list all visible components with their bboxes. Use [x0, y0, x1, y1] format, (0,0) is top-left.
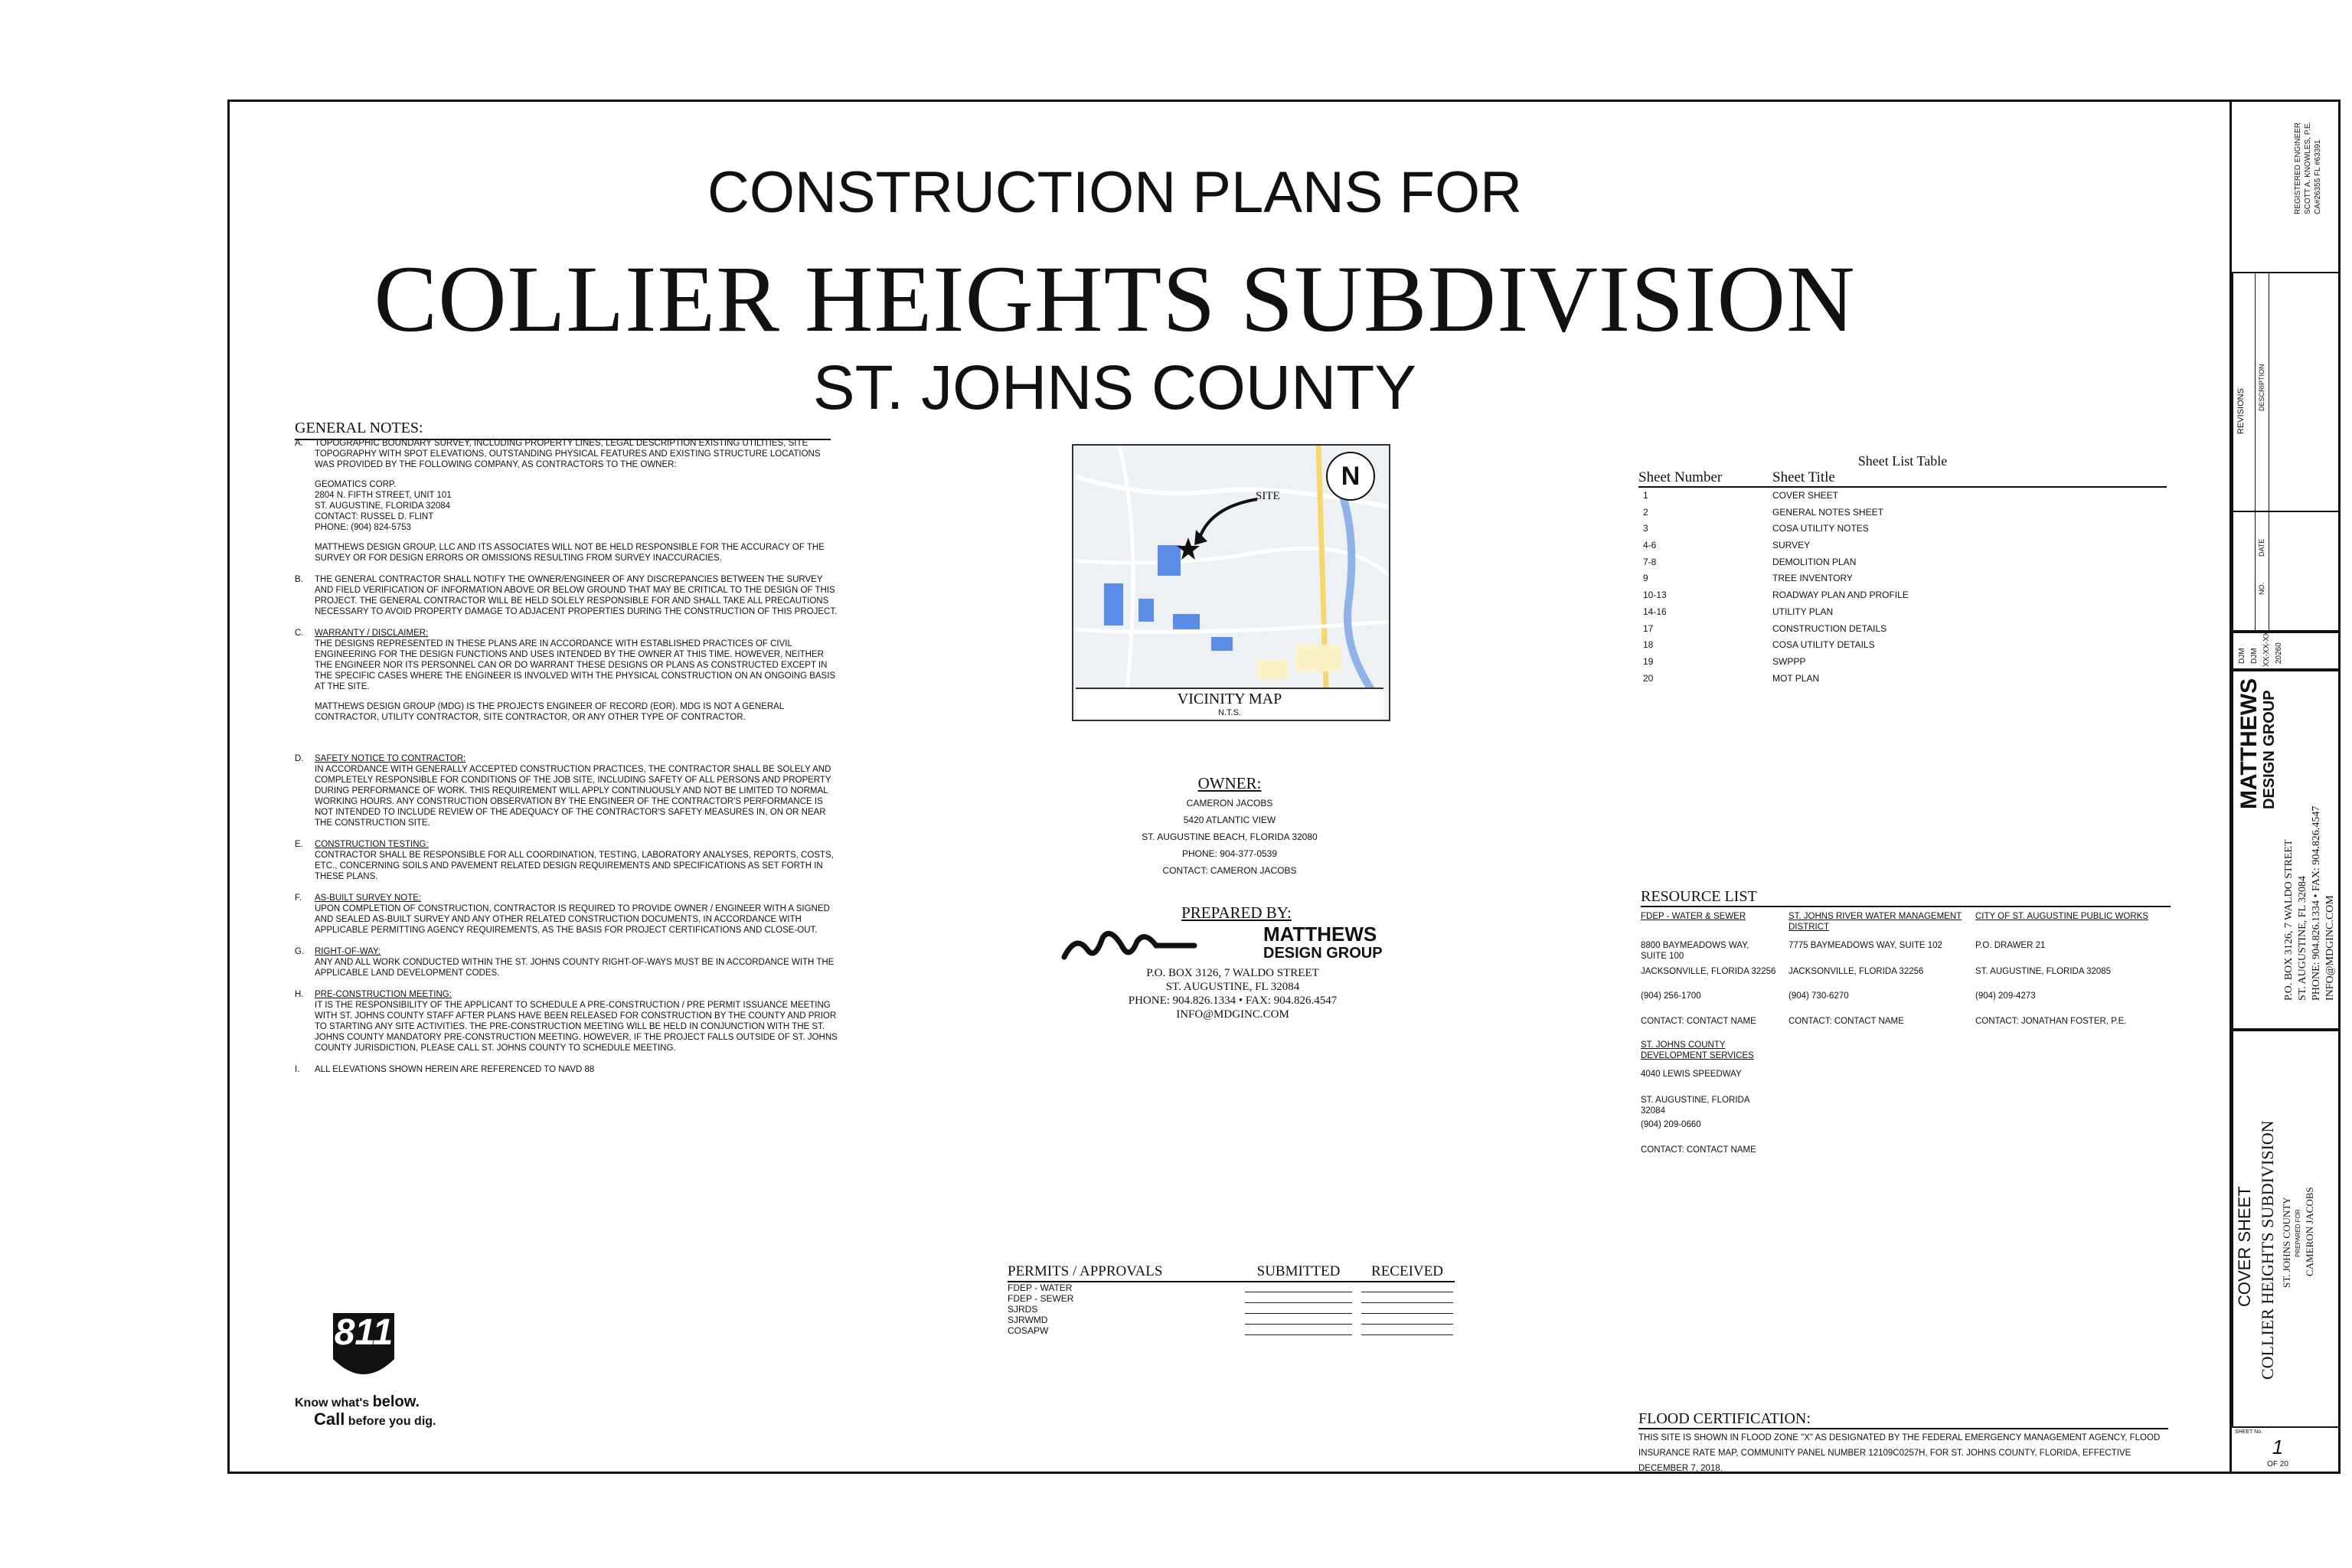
prepared-by-heading: PREPARED BY: [1181, 903, 1292, 922]
sheet-no-label: SHEET No. [2235, 1429, 2263, 1435]
general-note-heading: WARRANTY / DISCLAIMER: [315, 629, 429, 638]
sheet-list-row [1638, 521, 2167, 537]
resource-address2: ST. AUGUSTINE, FLORIDA 32085 [1975, 967, 2112, 976]
resource-address1: 8800 BAYMEADOWS WAY, SUITE 100 [1641, 941, 1749, 961]
sheet-list-row [1638, 505, 2167, 521]
sheet-title-cell: ROADWAY PLAN AND PROFILE [1772, 590, 1909, 601]
sheet-title-cell: SWPPP [1772, 655, 1806, 667]
sheet-title-cell: COSA UTILITY DETAILS [1772, 639, 1875, 651]
flood-certification-text: THIS SITE IS SHOWN IN FLOOD ZONE "X" AS DESIGNATED BY THE FEDERAL EMERGENCY MANAGEMENT AGENCY, FLOOD INSURANCE RATE MAP, COMMUNITY PANEL NUMBER 12109C0257H, FOR ST. JOHNS COUNTY, FLORIDA, EFFECTIVE DECEMBER 7, 2018. [1638, 1433, 2161, 1473]
general-note-letter: I. [295, 1065, 300, 1074]
sheet-list-rows [1638, 488, 2167, 687]
permits-col-received: RECEIVED [1371, 1263, 1443, 1279]
owner-line: CONTACT: CAMERON JACOBS [1162, 865, 1297, 876]
sheet-info-block [2232, 1030, 2341, 1428]
tb-sheet-name: COVER SHEET [2235, 1186, 2254, 1307]
resource-contact: CONTACT: CONTACT NAME [1641, 1017, 1756, 1026]
sheet-number-block [2232, 1428, 2341, 1474]
info-block [2232, 631, 2341, 1030]
resource-contact: CONTACT: CONTACT NAME [1641, 1145, 1756, 1155]
sheet-number-cell: 17 [1643, 622, 1654, 634]
sheet-title-cell: TREE INVENTORY [1772, 573, 1853, 584]
resource-list-title: RESOURCE LIST [1641, 888, 2171, 907]
general-note-heading: SAFETY NOTICE TO CONTRACTOR: [315, 754, 466, 763]
project-title: COLLIER HEIGHTS SUBDIVISION [374, 247, 1856, 351]
general-note-item [295, 989, 838, 1054]
sheet-number-cell: 19 [1643, 655, 1654, 667]
sheet-number: 1 [2272, 1436, 2284, 1459]
description-label: DESCRIPTION [2258, 364, 2265, 411]
tb-prepared-for: PREPARED FOR [2295, 1209, 2301, 1257]
permit-row [1008, 1304, 1455, 1315]
sheet-list-header [1638, 469, 2167, 488]
drawn-block [2232, 632, 2341, 670]
permits-col-approvals: PERMITS / APPROVALS [1008, 1263, 1163, 1279]
permit-name: FDEP - SEWER [1008, 1293, 1074, 1304]
prepared-address-line: INFO@MDGINC.COM [1176, 1008, 1289, 1021]
resource-address2: JACKSONVILLE, FLORIDA 32256 [1788, 967, 1924, 976]
permit-row [1008, 1282, 1455, 1293]
sheet-of: OF 20 [2267, 1460, 2288, 1468]
resource-phone: (904) 730-6270 [1788, 991, 1849, 1001]
resource-phone: (904) 209-0660 [1641, 1120, 1701, 1129]
resource-heading: ST. JOHNS COUNTY DEVELOPMENT SERVICES [1641, 1040, 1754, 1060]
title-line-1: CONSTRUCTION PLANS FOR [707, 160, 1523, 225]
owner-line: ST. AUGUSTINE BEACH, FLORIDA 32080 [1142, 831, 1318, 842]
tb-company-line1: MATTHEWS [2236, 678, 2262, 809]
permits-col-submitted: SUBMITTED [1256, 1263, 1341, 1279]
sheet-list-caption: Sheet List Table [1857, 453, 1948, 469]
prepared-logo-line1: MATTHEWS [1263, 923, 1377, 946]
resource-contact: CONTACT: JONATHAN FOSTER, P.E. [1975, 1017, 2127, 1026]
resource-heading: CITY OF ST. AUGUSTINE PUBLIC WORKS [1975, 912, 2148, 921]
tb-company-addr-line: PHONE: 904.826.1334 • FAX: 904.826.4547 [2311, 805, 2322, 1001]
tb-company-line2: DESIGN GROUP [2261, 690, 2278, 809]
sheet-list-row [1638, 554, 2167, 571]
dig-line-2 [314, 1410, 436, 1429]
permit-received-line [1361, 1282, 1453, 1292]
general-note-paragraph: ALL ELEVATIONS SHOWN HEREIN ARE REFERENCED TO NAVD 88 [315, 1065, 595, 1074]
permit-row [1008, 1293, 1455, 1304]
tb-project-name: COLLIER HEIGHTS SUBDIVISION [2258, 1120, 2277, 1380]
dig-line-2b: before you dig. [345, 1415, 436, 1428]
vicinity-map [1072, 444, 1390, 721]
general-note-item [295, 893, 838, 936]
tb-company-address [2282, 806, 2337, 1001]
resource-address2: JACKSONVILLE, FLORIDA 32256 [1641, 967, 1776, 976]
sheet-number-cell: 14-16 [1643, 606, 1667, 617]
general-note-paragraph: THE GENERAL CONTRACTOR SHALL NOTIFY THE OWNER/ENGINEER OF ANY DISCREPANCIES BETWEEN THE SURVEY AND FIELD VERIFICATION OF INFORMATION ABOVE OR BELOW GROUND THAT MAY BE CRITICAL TO THE DESIGN OF THIS PROJECT. THE GENERAL CONTRACTOR WILL BE HELD SOLELY RESPONSIBLE FOR AND SHALL TAKE ALL PRECAUTIONS NECESSARY TO AVOID PROPERTY DAMAGE TO ADJACENT PROPERTIES DURING THE CONSTRUCTION OF THIS PROJECT. [315, 575, 838, 616]
general-note-heading: CONSTRUCTION TESTING: [315, 840, 429, 849]
dig-line-1a: Know what's [295, 1396, 373, 1410]
general-notes [295, 438, 838, 1086]
permit-name: COSAPW [1008, 1325, 1049, 1336]
prepared-logo-line2: DESIGN GROUP [1263, 945, 1383, 962]
permit-submitted-line [1245, 1315, 1352, 1325]
sheet-list-table [1638, 453, 2167, 687]
permits-rows [1008, 1282, 1455, 1336]
checked-by: DJM [2250, 648, 2259, 664]
tb-company-addr-line: INFO@MDGINC.COM [2324, 895, 2336, 1001]
engineer-info [2293, 122, 2323, 214]
resource-contact: CONTACT: CONTACT NAME [1788, 1017, 1904, 1026]
sheet-number-cell: 4-6 [1643, 540, 1657, 551]
permit-row [1008, 1315, 1455, 1325]
sheet-list-row [1638, 570, 2167, 587]
general-note-item [295, 628, 838, 723]
resource-heading: ST. JOHNS RIVER WATER MANAGEMENT DISTRICT [1788, 912, 1962, 932]
sheet-number-cell: 2 [1643, 506, 1648, 518]
call-811-logo [291, 1305, 444, 1428]
general-note-paragraph: THE DESIGNS REPRESENTED IN THESE PLANS ARE IN ACCORDANCE WITH ESTABLISHED PRACTICES OF CIVIL ENGINEERING FOR THE DESIGN FUNCTIONS AND USES INTENDED BY THE OWNER AT THIS TIME. HOWEVER, NEITHER THE ENGINEER NOR ITS PERSONNEL CAN OR DO WARRANT THESE DESIGNS OR PLANS AS CONSTRUCTED EXCEPT IN THE SPECIFIC CASES WHERE THE ENGINEER IS INVOLVED WITH THE PHYSICAL CONSTRUCTION ON AN ONGOING BASIS AT THE SITE. [315, 639, 836, 691]
prepared-address-line: P.O. BOX 3126, 7 WALDO STREET [1146, 967, 1319, 979]
tb-company-addr-line: ST. AUGUSTINE, FL 32084 [2297, 876, 2308, 1001]
permit-submitted-line [1245, 1325, 1352, 1335]
sheet-list-col-number: Sheet Number [1638, 469, 1723, 485]
north-arrow-icon: N [1326, 452, 1375, 501]
sheet-number-cell: 18 [1643, 639, 1654, 651]
permit-name: FDEP - WATER [1008, 1282, 1073, 1293]
resource-address1: 4040 LEWIS SPEEDWAY [1641, 1070, 1742, 1079]
dig-line-2a: Call [314, 1410, 345, 1429]
owner-line: PHONE: 904-377-0539 [1181, 848, 1278, 859]
permit-name: SJRWMD [1008, 1315, 1048, 1325]
sheet-title-cell: COVER SHEET [1772, 490, 1839, 501]
permit-name: SJRDS [1008, 1304, 1038, 1315]
mdg-logo-icon [1060, 923, 1198, 969]
general-note-item [295, 753, 838, 828]
sheet-list-row [1638, 637, 2167, 654]
sheet-list-row [1638, 671, 2167, 688]
sheet-list-row [1638, 654, 2167, 671]
resource-list [1641, 911, 2177, 1187]
sheet-title-cell: MOT PLAN [1772, 672, 1820, 684]
prepared-address-line: ST. AUGUSTINE, FL 32084 [1165, 981, 1300, 993]
sheet-title-cell: UTILITY PLAN [1772, 606, 1834, 617]
sheet-number-cell: 9 [1643, 573, 1648, 584]
owner-line: CAMERON JACOBS [1186, 798, 1273, 808]
job-number: 20260 [2275, 642, 2283, 664]
tb-county: ST. JOHNS COUNTY [2281, 1197, 2292, 1288]
sheet-list-row [1638, 488, 2167, 505]
engineer-seal-area [2232, 100, 2341, 272]
site-label: SITE [1256, 490, 1280, 502]
sheet-number-cell: 10-13 [1643, 590, 1667, 601]
general-note-paragraph: CONTRACTOR SHALL BE RESPONSIBLE FOR ALL COORDINATION, TESTING, LABORATORY ANALYSES, REPORTS, COSTS, ETC., CONCERNING SOILS AND PAVEMENT RELATED DESIGN REQUIREMENTS AND SPECIFICATIONS AS SET FORTH IN THESE PLANS. [315, 851, 834, 881]
sheet-title-cell: COSA UTILITY NOTES [1772, 523, 1869, 534]
resource-address1: 7775 BAYMEADOWS WAY, SUITE 102 [1788, 941, 1942, 950]
general-note-letter: F. [295, 893, 302, 903]
general-note-paragraph: UPON COMPLETION OF CONSTRUCTION, CONTRACTOR IS REQUIRED TO PROVIDE OWNER / ENGINEER WITH A SIGNED AND SEALED AS-BUILT SURVEY AND ANY OTHER RELATED CONSTRUCTION DOCUMENTS, IN ACCORDANCE WITH APPLICABLE PERMITTING AGENCY REQUIREMENTS, AS THE BASIS FOR PROJECT CERTIFICATIONS AND CLOSE-OUT. [315, 904, 830, 935]
811-number: 811 [334, 1312, 394, 1353]
general-note-paragraph: TOPOGRAPHIC BOUNDARY SURVEY, INCLUDING PROPERTY LINES, LEGAL DESCRIPTION EXISTING UTILITIES, SITE TOPOGRAPHY WITH SPOT ELEVATIONS, OUTSTANDING PHYSICAL FEATURES AND EXISTING STRUCTURE LOCATIONS WAS PROVIDED BY THE FOLLOWING COMPANY, AS CONTRACTORS TO THE OWNER: [315, 439, 821, 469]
permit-received-line [1361, 1304, 1453, 1314]
vicinity-map-scale: N.T.S. [1218, 708, 1241, 717]
vicinity-map-title: VICINITY MAP [1177, 691, 1282, 707]
permit-row [1008, 1325, 1455, 1336]
owner-line: 5420 ATLANTIC VIEW [1183, 815, 1276, 825]
prepared-address-line: PHONE: 904.826.1334 • FAX: 904.826.4547 [1128, 995, 1338, 1007]
sheet-title-cell: SURVEY [1772, 540, 1811, 551]
permit-submitted-line [1245, 1304, 1352, 1314]
sheet-number-cell: 7-8 [1643, 556, 1657, 567]
sheet-title-cell: DEMOLITION PLAN [1772, 556, 1857, 567]
general-note-heading: PRE-CONSTRUCTION MEETING: [315, 990, 452, 999]
general-note-paragraph: IT IS THE RESPONSIBILITY OF THE APPLICANT TO SCHEDULE A PRE-CONSTRUCTION / PRE PERMIT ISSUANCE MEETING WITH ST. JOHNS COUNTY STAFF AFTER PLANS HAVE BEEN RELEASED FOR CONSTRUCTION BY THE COUNTY AND PRIOR TO STARTING ANY SITE ACTIVITIES. THE PRE-CONSTRUCTION MEETING WILL BE HELD IN CONJUNCTION WITH THE ST. JOHNS COUNTY MANDATORY PRE-CONSTRUCTION MEETING. HOWEVER, IF THE PROJECT FALLS OUTSIDE OF ST. JOHNS COUNTY JURISDICTION, PLEASE CALL ST. JOHNS COUNTY TO SCHEDULE MEETING. [315, 1001, 838, 1053]
resource-address1: P.O. DRAWER 21 [1975, 941, 2046, 950]
revisions-label: REVISIONS [2236, 388, 2246, 434]
general-note-item [295, 438, 838, 564]
sheet-list-col-title: Sheet Title [1772, 469, 1835, 485]
general-note-letter: G. [295, 947, 305, 956]
sheet-list-row [1638, 621, 2167, 638]
sheet-title-cell: GENERAL NOTES SHEET [1772, 506, 1883, 518]
sheet-number-cell: 20 [1643, 672, 1654, 684]
resource-address2: ST. AUGUSTINE, FLORIDA 32084 [1641, 1096, 1750, 1116]
general-note-paragraph: ANY AND ALL WORK CONDUCTED WITHIN THE ST. JOHNS COUNTY RIGHT-OF-WAYS MUST BE IN ACCORDANCE WITH THE APPLICABLE LAND DEVELOPMENT CODES. [315, 958, 835, 978]
sheet-number-cell: 1 [1643, 490, 1648, 501]
dig-line-1 [295, 1393, 420, 1411]
sheet-title-cell: CONSTRUCTION DETAILS [1772, 622, 1887, 634]
drawn-by: DJM [2238, 648, 2246, 664]
sheet-list-row [1638, 587, 2167, 604]
resource-phone: (904) 256-1700 [1641, 991, 1701, 1001]
permit-submitted-line [1245, 1282, 1352, 1292]
general-note-paragraph: MATTHEWS DESIGN GROUP (MDG) IS THE PROJECTS ENGINEER OF RECORD (EOR). MDG IS NOT A GENERAL CONTRACTOR, UTILITY CONTRACTOR, SITE CONTRACTOR, OR ANY OTHER TYPE OF CONTRACTOR. [315, 702, 784, 722]
owner-block [1072, 775, 1387, 879]
no-label: NO. [2258, 582, 2265, 595]
resource-phone: (904) 209-4273 [1975, 991, 2036, 1001]
flood-certification-title: FLOOD CERTIFICATION: [1638, 1410, 2168, 1429]
tb-company-addr-line: P.O. BOX 3126, 7 WALDO STREET [2283, 839, 2295, 1001]
permit-received-line [1361, 1315, 1453, 1325]
revisions-col [2255, 273, 2269, 630]
general-note-heading: RIGHT-OF-WAY: [315, 947, 381, 956]
revisions-divider [2233, 511, 2339, 512]
permit-received-line [1361, 1293, 1453, 1303]
general-note-letter: C. [295, 629, 304, 638]
general-note-paragraph: IN ACCORDANCE WITH GENERALLY ACCEPTED CONSTRUCTION PRACTICES, THE CONTRACTOR SHALL BE SOLELY AND COMPLETELY RESPONSIBLE FOR CONDITIONS OF THE JOB SITE, INCLUDING SAFETY OF ALL PERSONS AND PROPERTY DURING PERFORMANCE OF WORK. THIS REQUIREMENT WILL APPLY CONTINUOUSLY AND NOT BE LIMITED TO NORMAL WORKING HOURS. ANY CONSTRUCTION OBSERVATION BY THE ENGINEER OF THE CONTRACTOR'S PERFORMANCE IS NOT INTENDED TO INCLUDE REVIEW OF THE ADEQUACY OF THE CONTRACTOR'S SAFETY MEASURES IN, ON OR NEAR THE CONSTRUCTION SITE. [315, 765, 831, 828]
vicinity-map-label [1076, 688, 1383, 718]
date-value: XX-XX-XX [2262, 631, 2271, 667]
general-note-item [295, 1064, 838, 1075]
revisions-col [2233, 273, 2256, 630]
tb-client: CAMERON JACOBS [2304, 1187, 2315, 1276]
permit-submitted-line [1245, 1293, 1352, 1303]
general-note-letter: E. [295, 840, 303, 849]
sheet-number-cell: 3 [1643, 523, 1648, 534]
prepared-by-block [1057, 903, 1416, 923]
engineer-line: SCOTT A. KNOWLES, P.E. [2304, 121, 2312, 214]
general-note-letter: A. [295, 439, 303, 448]
general-notes-title: GENERAL NOTES: [295, 420, 831, 440]
engineer-line: REGISTERED ENGINEER [2294, 122, 2302, 214]
permit-received-line [1361, 1325, 1453, 1335]
permits-header [1008, 1263, 1455, 1282]
general-note-item [295, 574, 838, 617]
engineer-line: CA#26355 FL #63391 [2314, 139, 2322, 214]
county-title: ST. JOHNS COUNTY [812, 353, 1417, 423]
general-note-letter: D. [295, 754, 304, 763]
revisions-block [2232, 272, 2341, 632]
date-label: DATE [2258, 538, 2265, 557]
general-note-item [295, 839, 838, 882]
prepared-by-address [1095, 966, 1370, 1021]
sheet-list-row [1638, 537, 2167, 554]
resource-heading: FDEP - WATER & SEWER [1641, 912, 1746, 921]
owner-heading: OWNER: [1197, 774, 1262, 792]
dig-line-1b: below. [372, 1393, 420, 1410]
permits-table [1008, 1263, 1455, 1336]
general-note-paragraph: GEOMATICS CORP. 2804 N. FIFTH STREET, UNIT 101 ST. AUGUSTINE, FLORIDA 32084 CONTACT: RUSSEL D. FLINT PHONE: (904) 824-5753 [315, 480, 452, 532]
sheet-list-row [1638, 604, 2167, 621]
general-note-letter: H. [295, 990, 304, 999]
general-note-paragraph: MATTHEWS DESIGN GROUP, LLC AND ITS ASSOCIATES WILL NOT BE HELD RESPONSIBLE FOR THE ACCURACY OF THE SURVEY OR FOR DESIGN ERRORS OR OMISSIONS RESULTING FROM SURVEY INACCURACIES. [315, 543, 825, 563]
general-note-heading: AS-BUILT SURVEY NOTE: [315, 893, 422, 903]
general-note-letter: B. [295, 575, 303, 584]
general-note-item [295, 946, 838, 978]
